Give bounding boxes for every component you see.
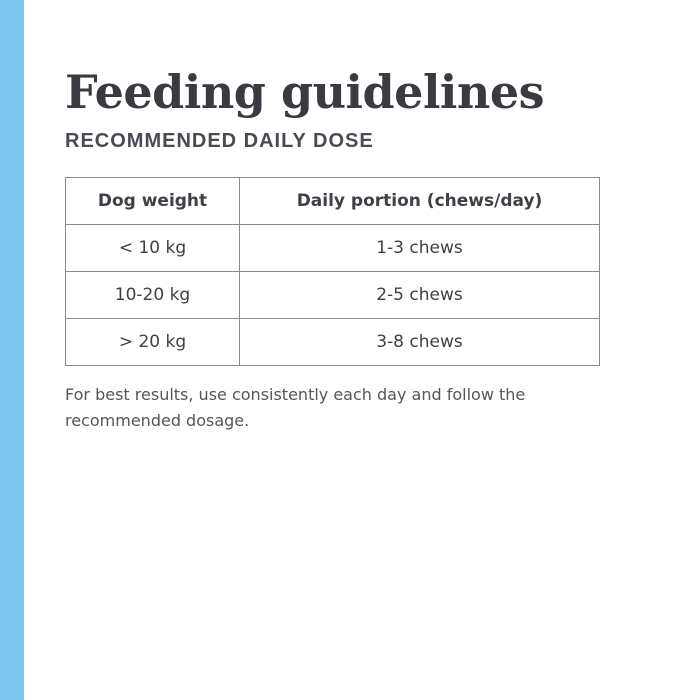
accent-bar xyxy=(0,0,24,700)
cell-portion: 2-5 chews xyxy=(240,272,600,319)
page-title: Feeding guidelines xyxy=(65,65,545,119)
header-daily-portion: Daily portion (chews/day) xyxy=(240,178,600,225)
header-dog-weight: Dog weight xyxy=(66,178,240,225)
page-subtitle: RECOMMENDED DAILY DOSE xyxy=(65,130,374,152)
dosage-table xyxy=(65,177,600,366)
table-row xyxy=(66,272,600,319)
table-row xyxy=(66,225,600,272)
cell-weight: < 10 kg xyxy=(66,225,240,272)
table-row xyxy=(66,319,600,366)
footnote-text: For best results, use consistently each day and follow the recommended dosage. xyxy=(65,385,526,430)
cell-portion: 3-8 chews xyxy=(240,319,600,366)
cell-portion: 1-3 chews xyxy=(240,225,600,272)
table-header-row xyxy=(66,178,600,225)
cell-weight: > 20 kg xyxy=(66,319,240,366)
cell-weight: 10-20 kg xyxy=(66,272,240,319)
content-area xyxy=(65,64,625,434)
